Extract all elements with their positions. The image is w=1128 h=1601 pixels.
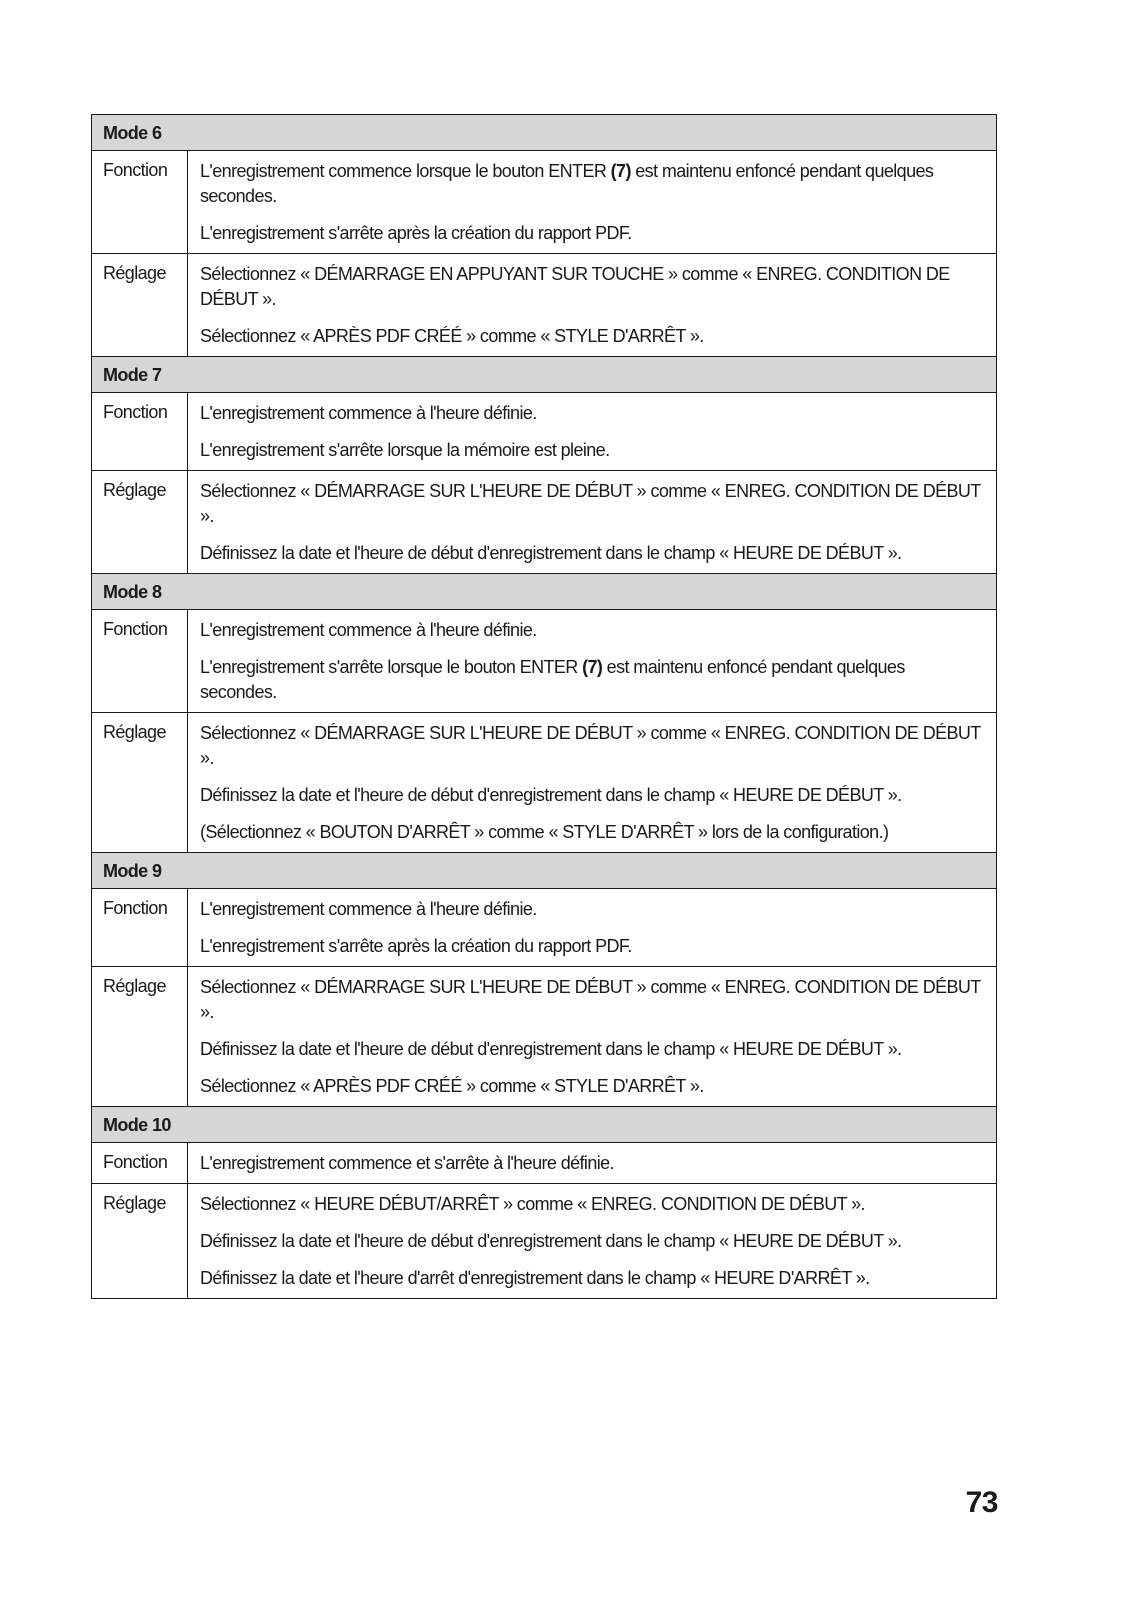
row-label: Réglage <box>92 1184 188 1299</box>
description-paragraph <box>200 401 984 426</box>
text-segment: L'enregistrement commence lorsque le bouton ENTER <box>200 161 611 181</box>
description-paragraph <box>200 1266 984 1291</box>
text-segment: Sélectionnez « APRÈS PDF CRÉÉ » comme « STYLE D'ARRÊT ». <box>200 1076 704 1096</box>
button-reference-number: (7) <box>610 161 631 181</box>
description-paragraph <box>200 783 984 808</box>
description-paragraph <box>200 934 984 959</box>
description-paragraph <box>200 221 984 246</box>
text-segment: L'enregistrement commence à l'heure définie. <box>200 620 537 640</box>
text-segment: L'enregistrement commence à l'heure définie. <box>200 899 537 919</box>
mode-header-row <box>92 357 997 393</box>
table-row <box>92 151 997 254</box>
mode-title: Mode 10 <box>92 1107 997 1143</box>
text-segment: L'enregistrement commence et s'arrête à l'heure définie. <box>200 1153 614 1173</box>
text-segment: Sélectionnez « DÉMARRAGE SUR L'HEURE DE DÉBUT » comme « ENREG. CONDITION DE DÉBUT ». <box>200 481 981 526</box>
text-segment: Définissez la date et l'heure de début d'enregistrement dans le champ « HEURE DE DÉBUT ». <box>200 785 902 805</box>
text-segment: Sélectionnez « DÉMARRAGE SUR L'HEURE DE DÉBUT » comme « ENREG. CONDITION DE DÉBUT ». <box>200 723 981 768</box>
description-paragraph <box>200 159 984 209</box>
mode-header-row <box>92 1107 997 1143</box>
description-paragraph <box>200 721 984 771</box>
text-segment: Définissez la date et l'heure de début d'enregistrement dans le champ « HEURE DE DÉBUT ». <box>200 1231 902 1251</box>
table-row <box>92 471 997 574</box>
text-segment: L'enregistrement s'arrête après la création du rapport PDF. <box>200 223 632 243</box>
row-label: Fonction <box>92 151 188 254</box>
description-paragraph <box>200 438 984 463</box>
description-paragraph <box>200 820 984 845</box>
row-label: Réglage <box>92 967 188 1107</box>
text-segment: Sélectionnez « HEURE DÉBUT/ARRÊT » comme « ENREG. CONDITION DE DÉBUT ». <box>200 1194 865 1214</box>
text-segment: Sélectionnez « DÉMARRAGE EN APPUYANT SUR TOUCHE » comme « ENREG. CONDITION DE DÉBUT ». <box>200 264 950 309</box>
row-content <box>188 471 997 574</box>
row-content <box>188 254 997 357</box>
row-label: Réglage <box>92 713 188 853</box>
table-row <box>92 1143 997 1184</box>
description-paragraph <box>200 1229 984 1254</box>
row-label: Fonction <box>92 393 188 471</box>
description-paragraph <box>200 897 984 922</box>
description-paragraph <box>200 324 984 349</box>
table-row <box>92 967 997 1107</box>
description-paragraph <box>200 479 984 529</box>
text-segment: est maintenu enfoncé pendant quelques secondes. <box>200 161 934 206</box>
row-content <box>188 1184 997 1299</box>
row-label: Réglage <box>92 254 188 357</box>
text-segment: L'enregistrement s'arrête après la création du rapport PDF. <box>200 936 632 956</box>
text-segment: Sélectionnez « DÉMARRAGE SUR L'HEURE DE DÉBUT » comme « ENREG. CONDITION DE DÉBUT ». <box>200 977 981 1022</box>
row-label: Réglage <box>92 471 188 574</box>
description-paragraph <box>200 618 984 643</box>
row-content <box>188 967 997 1107</box>
row-content <box>188 889 997 967</box>
table-row <box>92 610 997 713</box>
text-segment: Définissez la date et l'heure de début d'enregistrement dans le champ « HEURE DE DÉBUT ». <box>200 1039 902 1059</box>
description-paragraph <box>200 1037 984 1062</box>
mode-header-row <box>92 115 997 151</box>
mode-title: Mode 6 <box>92 115 997 151</box>
table-row <box>92 889 997 967</box>
row-content <box>188 713 997 853</box>
mode-title: Mode 9 <box>92 853 997 889</box>
text-segment: Définissez la date et l'heure de début d'enregistrement dans le champ « HEURE DE DÉBUT ». <box>200 543 902 563</box>
table-row <box>92 713 997 853</box>
text-segment: (Sélectionnez « BOUTON D'ARRÊT » comme « STYLE D'ARRÊT » lors de la configuration.) <box>200 822 889 842</box>
table-row <box>92 393 997 471</box>
row-content <box>188 1143 997 1184</box>
text-segment: L'enregistrement s'arrête lorsque la mémoire est pleine. <box>200 440 610 460</box>
button-reference-number: (7) <box>582 657 603 677</box>
row-label: Fonction <box>92 610 188 713</box>
text-segment: L'enregistrement s'arrête lorsque le bouton ENTER <box>200 657 583 677</box>
description-paragraph <box>200 262 984 312</box>
mode-title: Mode 8 <box>92 574 997 610</box>
row-content <box>188 610 997 713</box>
description-paragraph <box>200 1192 984 1217</box>
text-segment: est maintenu enfoncé pendant quelques secondes. <box>200 657 905 702</box>
text-segment: Définissez la date et l'heure d'arrêt d'enregistrement dans le champ « HEURE D'ARRÊT ». <box>200 1268 870 1288</box>
modes-table <box>91 114 997 1299</box>
description-paragraph <box>200 975 984 1025</box>
table-row <box>92 254 997 357</box>
text-segment: Sélectionnez « APRÈS PDF CRÉÉ » comme « STYLE D'ARRÊT ». <box>200 326 704 346</box>
description-paragraph <box>200 1151 984 1176</box>
modes-table-body <box>92 115 997 1299</box>
mode-header-row <box>92 574 997 610</box>
description-paragraph <box>200 541 984 566</box>
row-label: Fonction <box>92 889 188 967</box>
description-paragraph <box>200 655 984 705</box>
table-row <box>92 1184 997 1299</box>
page-number: 73 <box>965 1486 998 1519</box>
row-label: Fonction <box>92 1143 188 1184</box>
mode-header-row <box>92 853 997 889</box>
row-content <box>188 151 997 254</box>
text-segment: L'enregistrement commence à l'heure définie. <box>200 403 537 423</box>
row-content <box>188 393 997 471</box>
description-paragraph <box>200 1074 984 1099</box>
mode-title: Mode 7 <box>92 357 997 393</box>
